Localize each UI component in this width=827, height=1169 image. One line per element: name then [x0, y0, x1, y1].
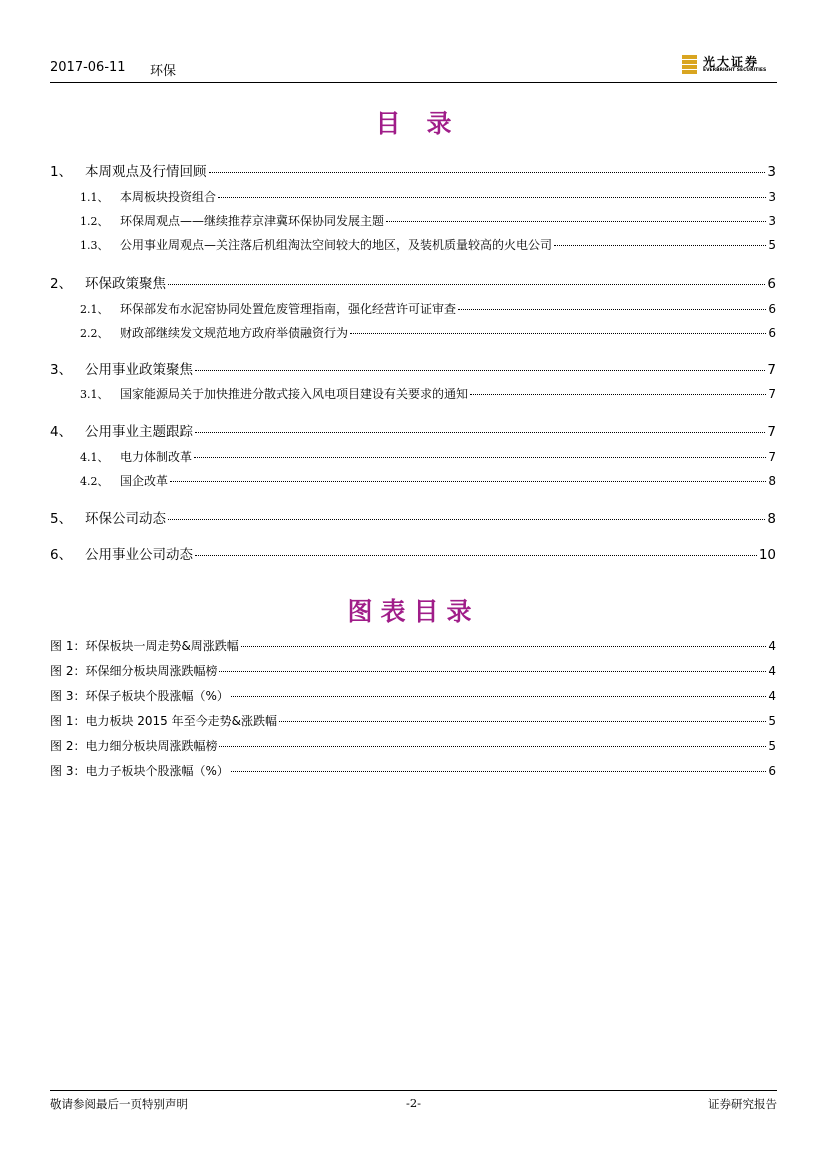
figure-entry[interactable]: [50, 687, 776, 704]
leader-dots: [279, 721, 766, 722]
figure-entry-text: 图 1：环保板块一周走势&周涨跌幅: [50, 639, 239, 653]
toc-entry[interactable]: 5、 环保公司动态 8: [50, 507, 776, 527]
report-date: 2017-06-11: [50, 60, 126, 75]
toc-entry[interactable]: 4.2、 国企改革 8: [80, 474, 776, 488]
leader-dots: [209, 172, 766, 173]
leader-dots: [470, 394, 766, 395]
toc-entry-page: 7: [768, 387, 776, 401]
toc-entry-text: 环保公司动态: [85, 511, 166, 527]
toc-entry-text: 财政部继续发文规范地方政府举债融资行为: [120, 326, 349, 340]
toc-entry-page: 3: [768, 190, 776, 204]
figure-entry[interactable]: [50, 712, 776, 729]
figure-entry-page: 5: [768, 714, 776, 728]
toc-entry[interactable]: 4、 公用事业主题跟踪 7: [50, 420, 776, 440]
leader-dots: [195, 432, 765, 433]
toc-entry-page: 5: [768, 238, 776, 252]
leader-dots: [241, 646, 767, 647]
toc-entry-page: 7: [767, 362, 776, 378]
toc-entry-text: 国企改革: [120, 474, 169, 488]
toc-entry-page: 7: [768, 450, 776, 464]
toc-entry-page: 6: [768, 302, 776, 316]
figure-entry[interactable]: [50, 662, 776, 679]
toc-entry[interactable]: 1.1、 本周板块投资组合 3: [80, 190, 776, 204]
figure-entry-text: 图 2：电力细分板块周涨跌幅榜: [50, 739, 218, 753]
figures-title: 图表目录: [347, 597, 480, 626]
logo-subtitle: EVERBRIGHT SECURITIES: [703, 68, 767, 73]
figure-entry-page: 4: [768, 689, 776, 703]
toc-entry-text: 本周板块投资组合: [120, 190, 217, 204]
toc-entry[interactable]: 3.1、 国家能源局关于加快推进分散式接入风电项目建设有关要求的通知 7: [80, 387, 776, 401]
leader-dots: [219, 746, 766, 747]
toc-entry-text: 电力体制改革: [120, 450, 193, 464]
toc-entry[interactable]: 6、 公用事业公司动态 10: [50, 543, 776, 563]
page-header: [50, 52, 777, 83]
leader-dots: [218, 197, 766, 198]
figure-entry-page: 6: [768, 764, 776, 778]
leader-dots: [195, 370, 765, 371]
toc-entry-text: 公用事业主题跟踪: [85, 424, 193, 440]
figure-entry-text: 图 2：环保细分板块周涨跌幅榜: [50, 664, 218, 678]
leader-dots: [386, 221, 766, 222]
toc-entry[interactable]: 4.1、 电力体制改革 7: [80, 450, 776, 464]
toc-entry[interactable]: 2、 环保政策聚焦 6: [50, 272, 776, 292]
leader-dots: [350, 333, 766, 334]
toc-entry-page: 3: [767, 164, 776, 180]
toc-entry-page: 3: [768, 214, 776, 228]
leader-dots: [219, 671, 766, 672]
toc-entry-page: 6: [768, 326, 776, 340]
toc-entry[interactable]: 3、 公用事业政策聚焦 7: [50, 358, 776, 378]
leader-dots: [231, 771, 767, 772]
figure-entry-text: 图 1：电力板块 2015 年至今走势&涨跌幅: [50, 714, 277, 728]
figure-entry-page: 4: [768, 639, 776, 653]
toc-entry[interactable]: 1、 本周观点及行情回顾 3: [50, 160, 776, 180]
toc-entry-page: 6: [767, 276, 776, 292]
figure-entry-page: 5: [768, 739, 776, 753]
toc-entry-text: 国家能源局关于加快推进分散式接入风电项目建设有关要求的通知: [120, 387, 469, 401]
leader-dots: [194, 457, 766, 458]
toc-entry-text: 本周观点及行情回顾: [85, 164, 207, 180]
report-category: 环保: [150, 64, 177, 79]
figure-entry-text: 图 3：环保子板块个股涨幅（%）: [50, 689, 229, 703]
toc-entry[interactable]: 1.2、 环保周观点——继续推荐京津冀环保协同发展主题 3: [80, 214, 776, 228]
figure-entry[interactable]: [50, 637, 776, 654]
toc-entry-page: 8: [768, 474, 776, 488]
toc-entry-text: 公用事业周观点—关注落后机组淘汰空间较大的地区，及装机质量较高的火电公司: [120, 238, 553, 252]
page-footer: [50, 1090, 777, 1115]
toc-entry-text: 公用事业公司动态: [85, 547, 193, 563]
figure-entry[interactable]: [50, 762, 776, 779]
leader-dots: [458, 309, 766, 310]
everbright-logo: [682, 52, 777, 80]
leader-dots: [195, 555, 757, 556]
leader-dots: [168, 519, 765, 520]
toc-entry-text: 环保部发布水泥窑协同处置危废管理指南，强化经营许可证审查: [120, 302, 457, 316]
toc-entry-text: 公用事业政策聚焦: [85, 362, 193, 378]
figure-entry[interactable]: [50, 737, 776, 754]
report-type: 证券研究报告: [708, 1097, 777, 1111]
toc-entry-page: 10: [758, 547, 776, 563]
toc-entry[interactable]: 2.2、 财政部继续发文规范地方政府举债融资行为 6: [80, 326, 776, 340]
logo-name: 光大证券: [703, 55, 760, 69]
disclaimer-note: 敬请参阅最后一页特别声明: [50, 1097, 188, 1111]
toc-entry-page: 8: [767, 511, 776, 527]
toc-entry-text: 环保政策聚焦: [85, 276, 166, 292]
logo-mark-icon: [682, 55, 697, 75]
page-number: -2-: [405, 1096, 422, 1110]
toc-entry[interactable]: 2.1、 环保部发布水泥窑协同处置危废管理指南，强化经营许可证审查 6: [80, 302, 776, 316]
leader-dots: [168, 284, 765, 285]
toc-entry[interactable]: 1.3、 公用事业周观点—关注落后机组淘汰空间较大的地区，及装机质量较高的火电公司 5: [80, 238, 776, 252]
leader-dots: [554, 245, 766, 246]
figure-entry-text: 图 3：电力子板块个股涨幅（%）: [50, 764, 229, 778]
toc-entry-page: 7: [767, 424, 776, 440]
leader-dots: [231, 696, 767, 697]
toc-title: 目录: [375, 109, 478, 138]
leader-dots: [170, 481, 766, 482]
toc-entry-text: 环保周观点——继续推荐京津冀环保协同发展主题: [120, 214, 385, 228]
figure-entry-page: 4: [768, 664, 776, 678]
